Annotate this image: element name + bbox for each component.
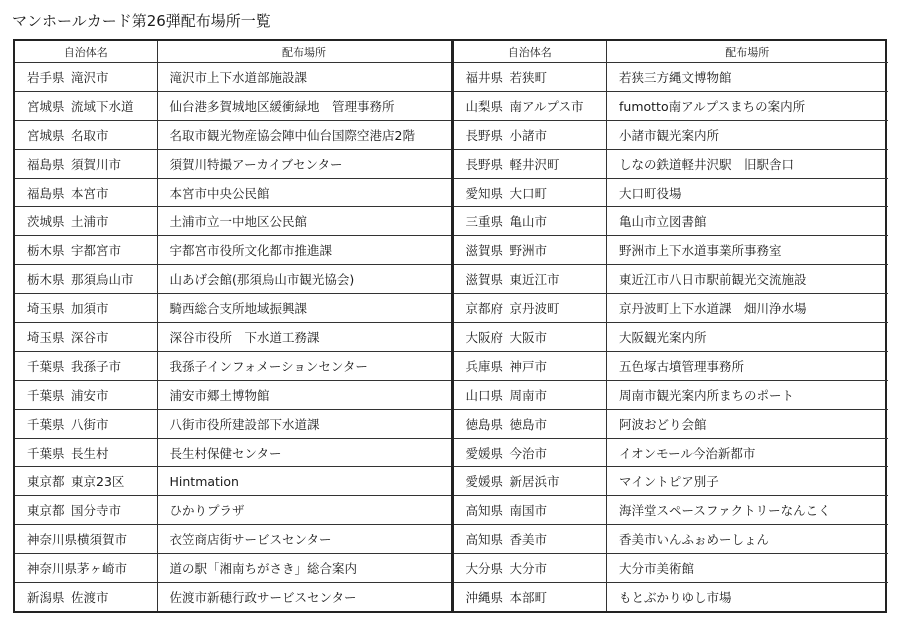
table-row (15, 120, 452, 149)
location-cell: 京丹波町上下水道課 畑川浄水場 (607, 294, 888, 323)
table-row (15, 583, 452, 611)
prefecture-name: 千葉県 (27, 387, 65, 403)
location-cell: 八街市役所建設部下水道課 (157, 409, 452, 438)
location-cell: 宇都宮市役所文化都市推進課 (157, 236, 452, 265)
city-name: 神戸市 (509, 358, 548, 374)
location-cell: しなの鉄道軽井沢駅 旧駅舎口 (607, 149, 888, 178)
location-cell: 五色塚古墳管理事務所 (607, 351, 888, 380)
header-municipality: 自治体名 (454, 41, 607, 63)
municipality-cell (15, 438, 157, 467)
table-row (454, 120, 888, 149)
location-cell: 深谷市役所 下水道工務課 (157, 323, 452, 352)
table-row (454, 496, 888, 525)
prefecture-name: 京都府 (465, 301, 504, 317)
city-name: 国分寺市 (71, 503, 122, 519)
location-cell: 我孫子インフォメーションセンター (157, 351, 452, 380)
city-name: 流域下水道 (71, 98, 134, 114)
table-row (454, 207, 888, 236)
municipality-cell (454, 351, 607, 380)
prefecture-name: 長野県 (465, 156, 504, 172)
municipality-cell (454, 467, 607, 496)
municipality-cell (15, 351, 157, 380)
table-row (454, 409, 888, 438)
table-row (15, 149, 452, 178)
table-row (454, 467, 888, 496)
table-row (454, 178, 888, 207)
location-cell: 野洲市上下水道事業所事務室 (607, 236, 888, 265)
municipality-cell (454, 525, 607, 554)
municipality-cell (454, 323, 607, 352)
prefecture-name: 高知県 (465, 532, 504, 548)
city-name: 大分市 (509, 561, 548, 577)
header-row (15, 41, 452, 63)
location-cell: 海洋堂スペースファクトリーなんこく (607, 496, 888, 525)
location-cell: 本宮市中央公民館 (157, 178, 452, 207)
location-cell: 道の駅「湘南ちがさき」総合案内 (157, 554, 452, 583)
table-row (15, 207, 452, 236)
table-row (15, 554, 452, 583)
location-cell: 騎西総合支所地域振興課 (157, 294, 452, 323)
table-left-half (15, 41, 454, 611)
prefecture-name: 沖縄県 (465, 590, 504, 606)
city-name: 本部町 (509, 590, 548, 606)
prefecture-name: 宮城県 (27, 127, 65, 143)
city-name: 我孫子市 (71, 358, 122, 374)
table-row (454, 294, 888, 323)
prefecture-name: 岩手県 (27, 69, 65, 85)
prefecture-name: 福島県 (27, 156, 65, 172)
city-name: 名取市 (71, 127, 109, 143)
location-cell: 滝沢市上下水道部施設課 (157, 63, 452, 92)
city-name: 周南市 (509, 387, 548, 403)
location-cell: ひかりプラザ (157, 496, 452, 525)
prefecture-name: 長野県 (465, 127, 504, 143)
location-cell: 衣笠商店街サービスセンター (157, 525, 452, 554)
table-row (454, 438, 888, 467)
location-cell: 仙台港多賀城地区緩衝緑地 管理事務所 (157, 91, 452, 120)
prefecture-name: 神奈川県 (27, 532, 78, 548)
location-cell: 若狭三方縄文博物館 (607, 63, 888, 92)
municipality-cell (15, 323, 157, 352)
table-left-body (15, 63, 452, 612)
prefecture-name: 埼玉県 (27, 329, 65, 345)
prefecture-name: 東京都 (27, 503, 65, 519)
location-cell: 山あげ会館(那須烏山市観光協会) (157, 265, 452, 294)
prefecture-name: 福井県 (465, 69, 504, 85)
table-row (454, 265, 888, 294)
municipality-cell (15, 525, 157, 554)
municipality-cell (454, 236, 607, 265)
location-cell: 阿波おどり会館 (607, 409, 888, 438)
city-name: 浦安市 (71, 387, 109, 403)
location-cell: イオンモール今治新都市 (607, 438, 888, 467)
municipality-cell (15, 207, 157, 236)
city-name: 新居浜市 (509, 474, 560, 490)
city-name: 那須烏山市 (71, 272, 134, 288)
municipality-cell (454, 63, 607, 92)
municipality-cell (454, 294, 607, 323)
municipality-cell (454, 380, 607, 409)
header-location: 配布場所 (157, 41, 452, 63)
city-name: 小諸市 (509, 127, 548, 143)
table-row (15, 91, 452, 120)
table-row (15, 265, 452, 294)
prefecture-name: 山梨県 (465, 98, 504, 114)
prefecture-name: 滋賀県 (465, 243, 504, 259)
prefecture-name: 山口県 (465, 387, 504, 403)
municipality-cell (15, 554, 157, 583)
city-name: 東近江市 (509, 272, 560, 288)
city-name: 横須賀市 (77, 532, 128, 548)
table-row (454, 525, 888, 554)
municipality-cell (454, 207, 607, 236)
table-row (454, 554, 888, 583)
table-row (454, 236, 888, 265)
table-row (454, 380, 888, 409)
prefecture-name: 茨城県 (27, 214, 65, 230)
prefecture-name: 高知県 (465, 503, 504, 519)
municipality-cell (15, 294, 157, 323)
city-name: 土浦市 (71, 214, 109, 230)
city-name: 軽井沢町 (509, 156, 560, 172)
table-row (15, 409, 452, 438)
city-name: 滝沢市 (71, 69, 109, 85)
prefecture-name: 愛媛県 (465, 474, 504, 490)
table-row (15, 294, 452, 323)
location-cell: 大阪観光案内所 (607, 323, 888, 352)
table-row (15, 525, 452, 554)
table-row (15, 380, 452, 409)
city-name: 大口町 (509, 185, 548, 201)
header-row (454, 41, 888, 63)
prefecture-name: 新潟県 (27, 590, 65, 606)
prefecture-name: 愛媛県 (465, 445, 504, 461)
municipality-cell (15, 583, 157, 611)
prefecture-name: 東京都 (27, 474, 65, 490)
municipality-cell (15, 265, 157, 294)
city-name: 加須市 (71, 301, 109, 317)
municipality-cell (15, 91, 157, 120)
city-name: 亀山市 (509, 214, 548, 230)
city-name: 若狭町 (509, 69, 548, 85)
municipality-cell (15, 467, 157, 496)
city-name: 南国市 (509, 503, 548, 519)
header-municipality: 自治体名 (15, 41, 157, 63)
table-row (15, 438, 452, 467)
location-cell: 亀山市立図書館 (607, 207, 888, 236)
table-row (454, 149, 888, 178)
city-name: 京丹波町 (509, 301, 560, 317)
prefecture-name: 大分県 (465, 561, 504, 577)
table-row (454, 63, 888, 92)
table-row (454, 91, 888, 120)
table-row (454, 583, 888, 611)
header-location: 配布場所 (607, 41, 888, 63)
table-row (15, 178, 452, 207)
location-cell: 長生村保健センター (157, 438, 452, 467)
table-row (15, 63, 452, 92)
location-cell: 香美市いんふぉめーしょん (607, 525, 888, 554)
municipality-cell (454, 438, 607, 467)
location-cell: 周南市観光案内所まちのポート (607, 380, 888, 409)
municipality-cell (454, 583, 607, 611)
prefecture-name: 千葉県 (27, 358, 65, 374)
prefecture-name: 福島県 (27, 185, 65, 201)
prefecture-name: 栃木県 (27, 272, 65, 288)
municipality-cell (15, 120, 157, 149)
municipality-cell (454, 496, 607, 525)
table-row (15, 351, 452, 380)
municipality-cell (454, 91, 607, 120)
municipality-cell (454, 120, 607, 149)
city-name: 宇都宮市 (71, 243, 122, 259)
location-cell: 大分市美術館 (607, 554, 888, 583)
distribution-table (13, 39, 887, 613)
table-right-half (454, 41, 888, 611)
prefecture-name: 兵庫県 (465, 358, 504, 374)
table-row (15, 323, 452, 352)
city-name: 深谷市 (71, 329, 109, 345)
location-cell: 土浦市立一中地区公民館 (157, 207, 452, 236)
city-name: 茅ヶ崎市 (77, 561, 128, 577)
city-name: 長生村 (71, 445, 109, 461)
prefecture-name: 千葉県 (27, 416, 65, 432)
municipality-cell (15, 63, 157, 92)
prefecture-name: 三重県 (465, 214, 504, 230)
prefecture-name: 愛知県 (465, 185, 504, 201)
prefecture-name: 神奈川県 (27, 561, 78, 577)
city-name: 野洲市 (509, 243, 548, 259)
city-name: 本宮市 (71, 185, 109, 201)
city-name: 徳島市 (509, 416, 548, 432)
municipality-cell (15, 236, 157, 265)
location-cell: fumotto南アルプスまちの案内所 (607, 91, 888, 120)
prefecture-name: 埼玉県 (27, 301, 65, 317)
prefecture-name: 千葉県 (27, 445, 65, 461)
location-cell: 小諸市観光案内所 (607, 120, 888, 149)
table-row (15, 467, 452, 496)
table-row (15, 236, 452, 265)
location-cell: 大口町役場 (607, 178, 888, 207)
location-cell: 佐渡市新穂行政サービスセンター (157, 583, 452, 611)
location-cell: Hintmation (157, 467, 452, 496)
city-name: 東京23区 (71, 474, 125, 490)
municipality-cell (15, 149, 157, 178)
location-cell: 浦安市郷土博物館 (157, 380, 452, 409)
location-cell: マイントピア別子 (607, 467, 888, 496)
municipality-cell (454, 265, 607, 294)
page-title: マンホールカード第26弾配布場所一覧 (12, 12, 271, 30)
prefecture-name: 大阪府 (465, 329, 504, 345)
city-name: 佐渡市 (71, 590, 109, 606)
city-name: 須賀川市 (71, 156, 122, 172)
location-cell: もとぶかりゆし市場 (607, 583, 888, 611)
municipality-cell (15, 380, 157, 409)
municipality-cell (454, 409, 607, 438)
location-cell: 名取市観光物産協会陣中仙台国際空港店2階 (157, 120, 452, 149)
municipality-cell (454, 178, 607, 207)
municipality-cell (15, 409, 157, 438)
city-name: 今治市 (509, 445, 548, 461)
city-name: 香美市 (509, 532, 548, 548)
location-cell: 須賀川特撮アーカイブセンター (157, 149, 452, 178)
table-row (15, 496, 452, 525)
prefecture-name: 徳島県 (465, 416, 504, 432)
prefecture-name: 栃木県 (27, 243, 65, 259)
city-name: 八街市 (71, 416, 109, 432)
city-name: 南アルプス市 (509, 98, 584, 114)
city-name: 大阪市 (509, 329, 548, 345)
municipality-cell (454, 554, 607, 583)
prefecture-name: 宮城県 (27, 98, 65, 114)
municipality-cell (454, 149, 607, 178)
table-row (454, 323, 888, 352)
municipality-cell (15, 178, 157, 207)
table-row (454, 351, 888, 380)
location-cell: 東近江市八日市駅前観光交流施設 (607, 265, 888, 294)
municipality-cell (15, 496, 157, 525)
table-right-body (454, 63, 888, 612)
prefecture-name: 滋賀県 (465, 272, 504, 288)
